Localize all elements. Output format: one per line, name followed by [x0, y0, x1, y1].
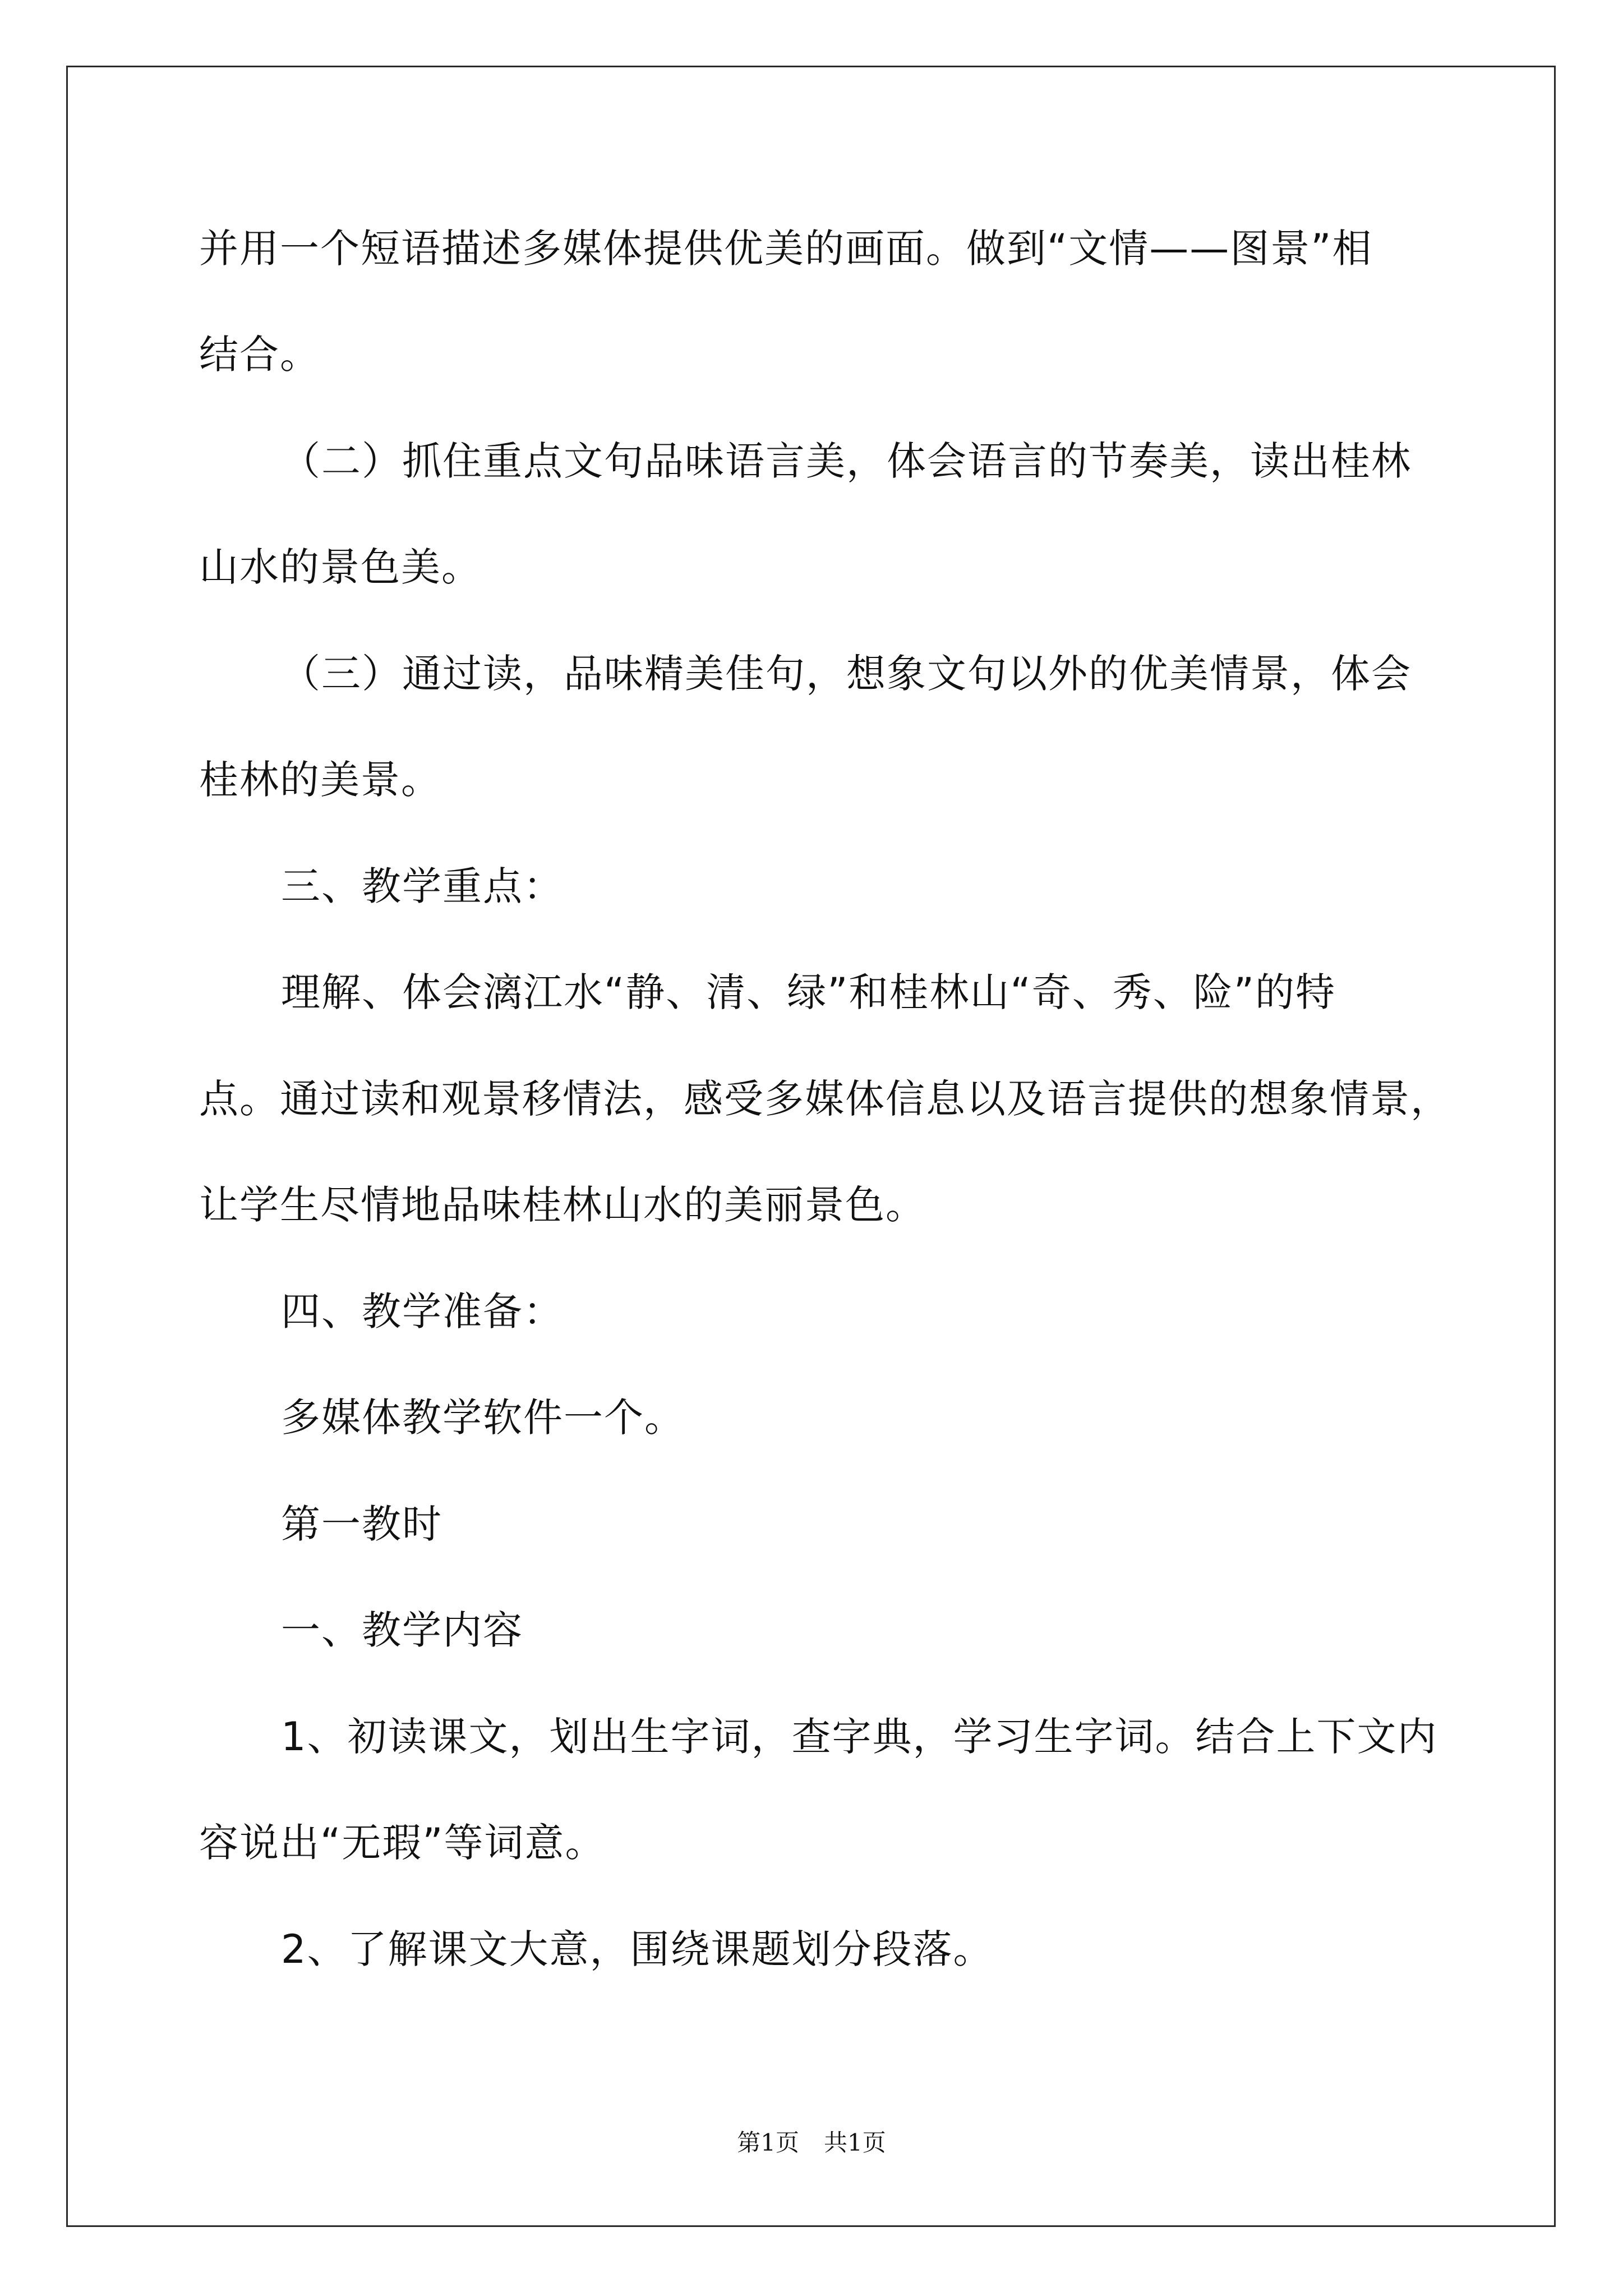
section-heading: 四、教学准备：: [281, 1289, 564, 1335]
list-item: 1、初读课文，划出生字词，查字典，学习生字词。结合上下文内: [281, 1714, 1438, 1760]
page-footer: [0, 2126, 1623, 2160]
text-line: 并用一个短语描述多媒体提供优美的画面。做到“文情——图景”相: [199, 226, 1373, 272]
text-line: 理解、体会漓江水“静、清、绿”和桂林山“奇、秀、险”的特: [281, 969, 1336, 1015]
section-heading: 三、教学重点：: [281, 863, 564, 909]
text-line: 让学生尽情地品味桂林山水的美丽景色。: [199, 1182, 926, 1228]
text-line: 多媒体教学软件一个。: [281, 1395, 685, 1441]
text-line: 山水的景色美。: [199, 544, 482, 590]
page-number: 第1页: [737, 2129, 799, 2156]
text-line: 点。通过读和观景移情法，感受多媒体信息以及语言提供的想象情景，: [199, 1076, 1451, 1122]
text-line: 容说出“无瑕”等词意。: [199, 1820, 606, 1866]
section-heading: 第一教时: [281, 1501, 442, 1547]
text-line: （二）抓住重点文句品味语言美，体会语言的节奏美，读出桂林: [281, 438, 1412, 484]
page-border: [66, 66, 1556, 2227]
section-heading: 一、教学内容: [281, 1607, 523, 1653]
text-line: 结合。: [199, 332, 320, 378]
text-line: （三）通过读，品味精美佳句，想象文句以外的优美情景，体会: [281, 651, 1412, 697]
page-total: 共1页: [824, 2129, 886, 2156]
text-line: 桂林的美景。: [199, 757, 441, 803]
list-item: 2、了解课文大意，围绕课题划分段落。: [281, 1926, 994, 1972]
